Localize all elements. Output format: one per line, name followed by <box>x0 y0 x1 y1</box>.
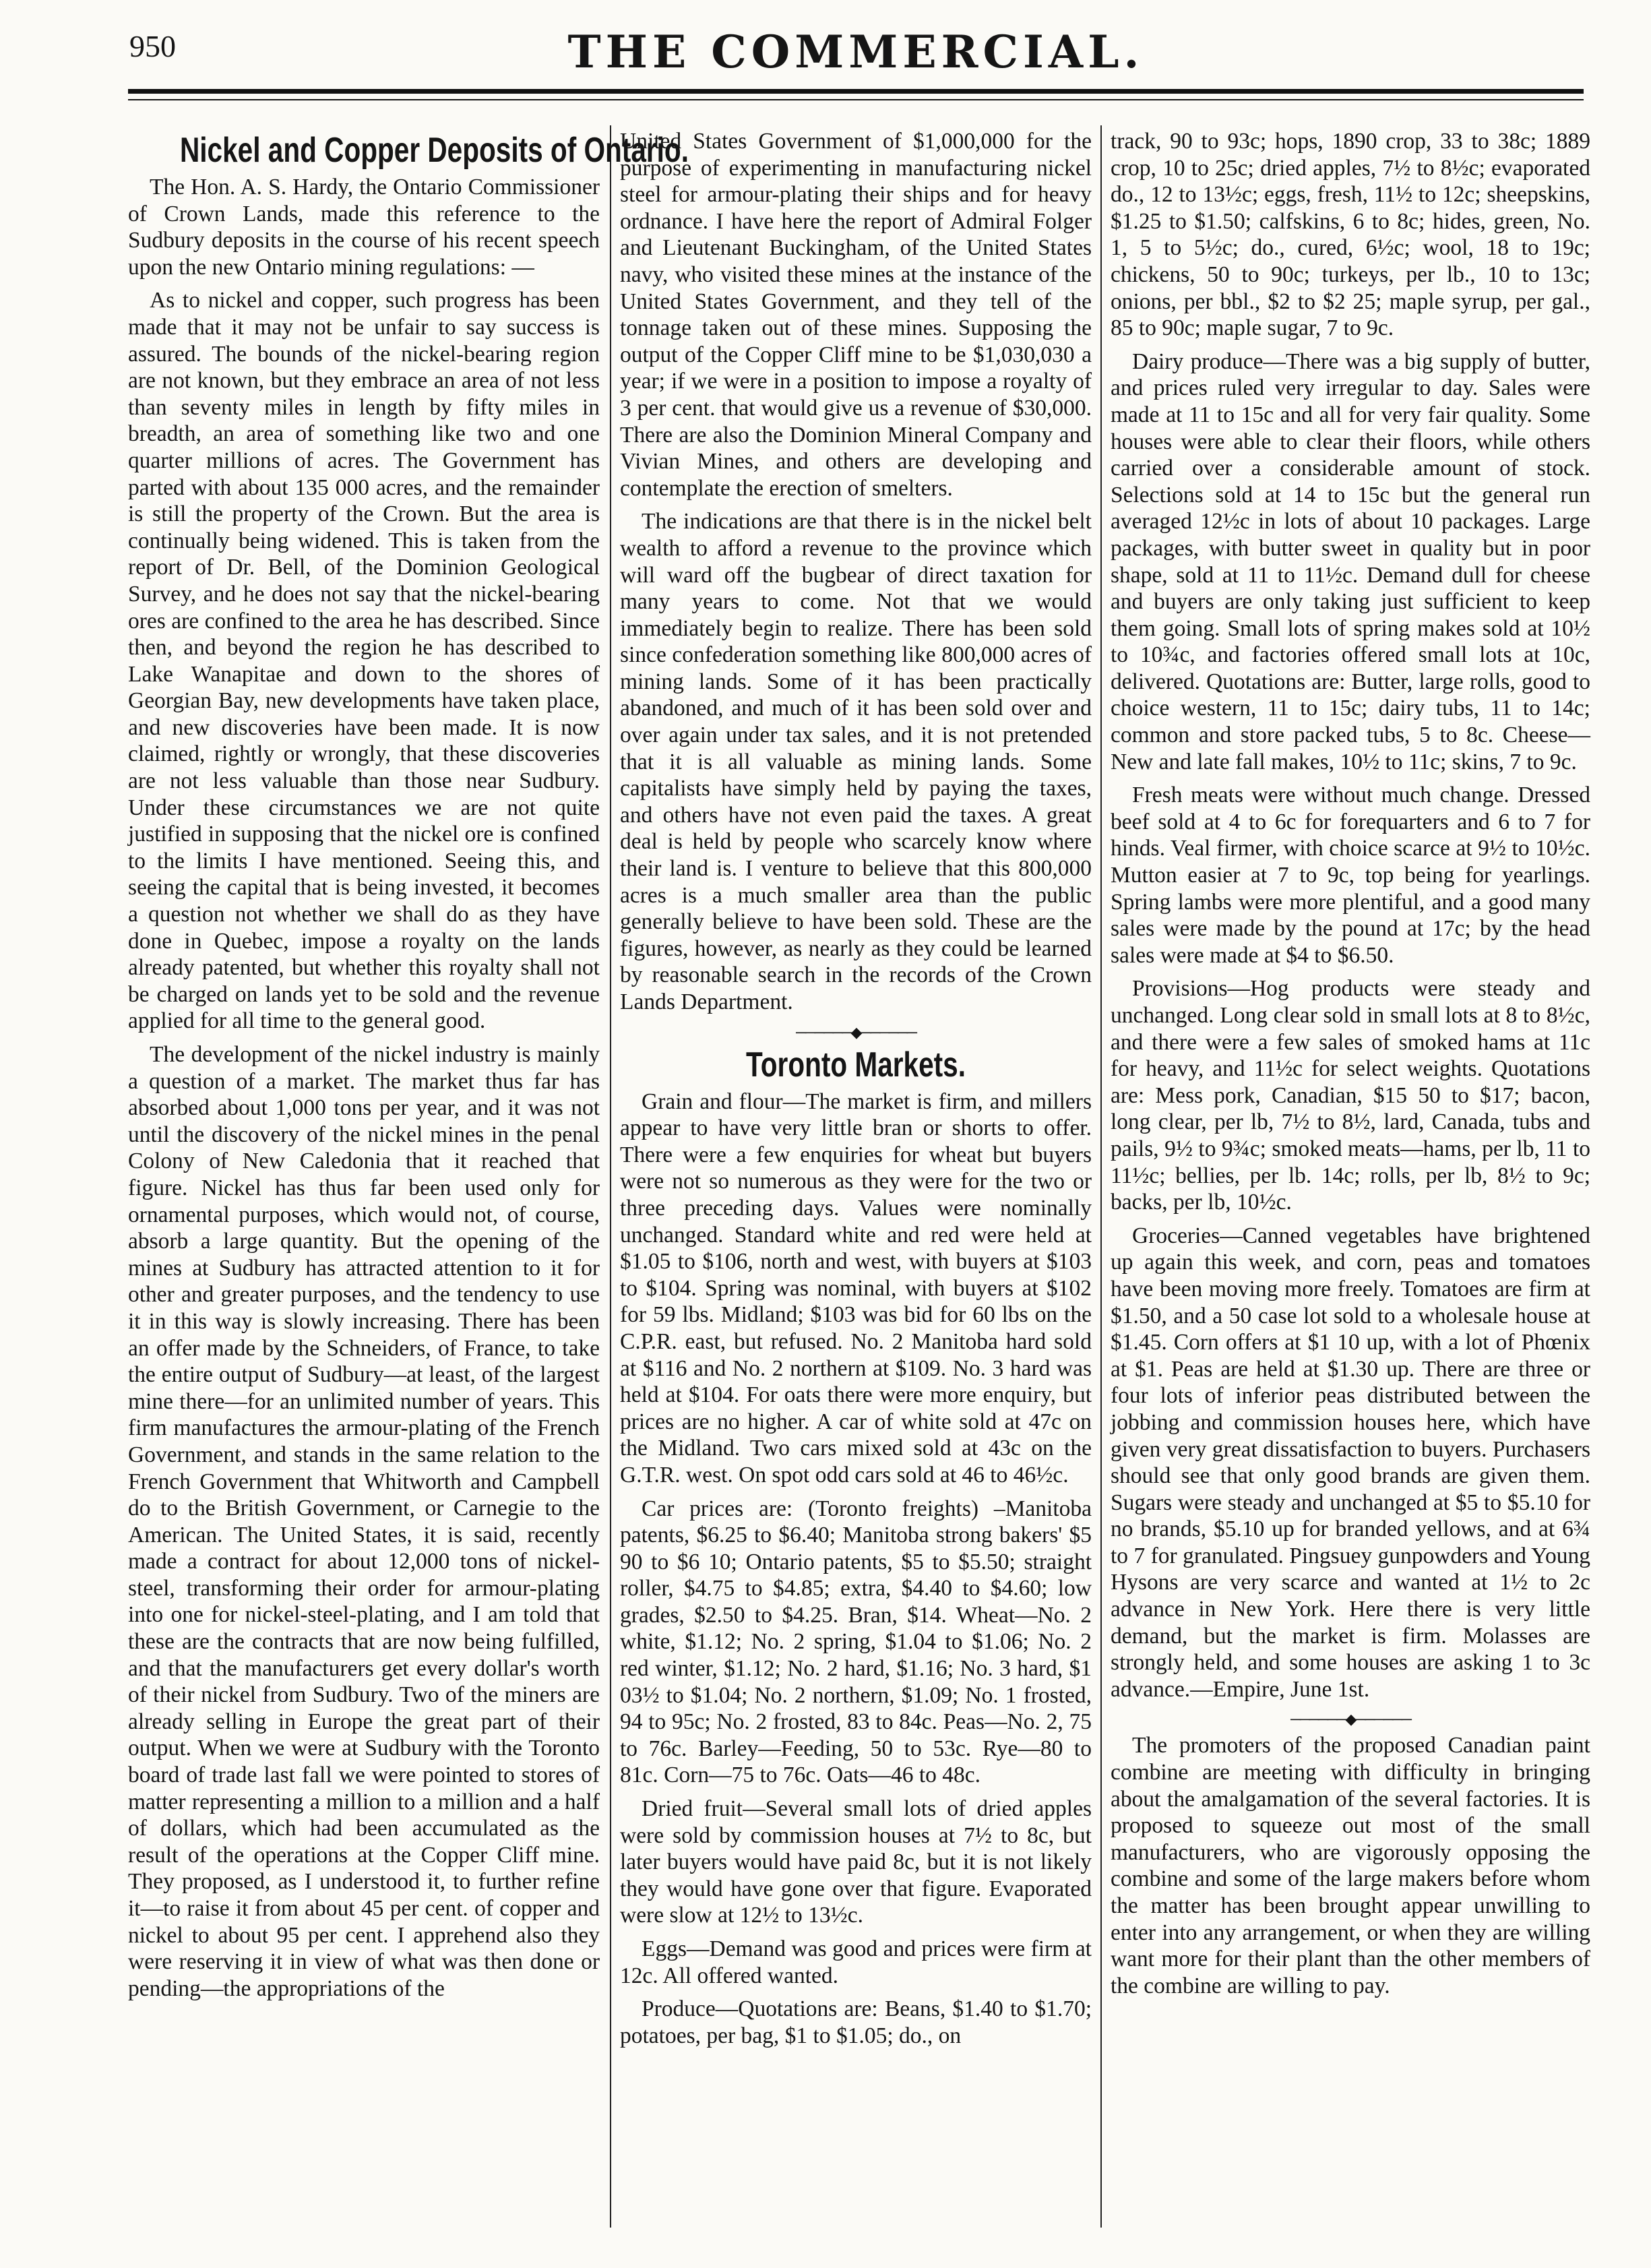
article-paragraph: Eggs—Demand was good and prices were firm at 12c. All offered wanted. <box>620 1936 1092 1988</box>
masthead-title: THE COMMERCIAL. <box>567 26 1144 78</box>
header-rule-thick <box>128 89 1584 94</box>
article-paragraph: The indications are that there is in the nickel belt wealth to afford a revenue to the province which will ward off the bugbear of direct taxation for many years to come. Not that we would immediately begin to realize. There has been sold since confederation something like 800,000 acres of mining lands. Some of it has been practically abandoned, and much of it has been sold over and over again under tax sales, and it is not pretended that it is all valuable as mining lands. Some capitalists have simply held by paying the taxes, and others have not even paid the taxes. A great deal is held by people who scarcely know where their land is. I venture to believe that this 800,000 acres is a much smaller area than the public generally believe to have been sold. These are the figures, however, as nearly as they could be learned by reasonable search in the records of the Crown Lands Department. <box>620 509 1092 1014</box>
article-paragraph: United States Government of $1,000,000 for the purpose of experimenting in manufacturing nickel steel for armour-plating their ships and for heavy ordnance. I have here the report of Admiral Folger and Lieutenant Buckingham, of the United States navy, who visited these mines at the instance of the United States Government, and they tell of the tonnage taken out of these mines. Supposing the output of the Copper Cliff mine to be $1,030,030 a year; if we were in a position to impose a royalty of 3 per cent. that would give us a revenue of $30,000. There are also the Dominion Mineral Company and Vivian Mines, and others are developing and contemplate the erection of smelters. <box>620 129 1092 501</box>
column-rule-2 <box>1100 125 1102 2228</box>
column-2 <box>620 128 1092 2234</box>
page-header <box>128 20 1584 121</box>
article-paragraph: Produce—Quotations are: Beans, $1.40 to $1.70; potatoes, per bag, $1 to $1.05; do., on <box>620 1996 1092 2048</box>
column-rule-1 <box>610 125 611 2228</box>
article-paragraph: As to nickel and copper, such progress has been made that it may not be unfair to say success is assured. The bounds of the nickel-bearing region are not known, but they embrace an area of not less than seventy miles in length by fifty miles in breadth, an area of something like two and one quarter millions of acres. The Government has parted with about 135 000 acres, and the remainder is still the property of the Crown. But the area is continually being widened. This is taken from the report of Dr. Bell, of the Dominion Geological Survey, and he does not say that the nickel-bearing ores are confined to the area he has described. Since then, and beyond the region he has described to Lake Wanapitae and down to the shores of Georgian Bay, new developments have taken place, and new discoveries have been made. It is now claimed, rightly or wrongly, that these discoveries are not less valuable than those near Sudbury. Under these circumstances we are not quite justified in supposing that the nickel ore is confined to the limits I have mentioned. Seeing this, and seeing the capital that is being invested, it becomes a question not whether we shall do as they have done in Quebec, impose a royalty on the lands already patented, but whether this royalty shall not be charged on lands yet to be sold and the revenue applied for all time to the general good. <box>128 288 600 1034</box>
column-3 <box>1111 128 1590 2234</box>
article-paragraph: Car prices are: (Toronto freights) –Manitoba patents, $6.25 to $6.40; Manitoba strong bakers' $5 90 to $6 10; Ontario patents, $5 to $5.50; straight roller, $4.75 to $4.85; extra, $4.40 to $4.60; low grades, $2.50 to $4.25. Bran, $14. Wheat—No. 2 white, $1.12; No. 2 spring, $1.04 to $1.06; No. 2 red winter, $1.12; No. 2 hard, $1.16; No. 3 hard, $1 03½ to $1.04; No. 2 northern, $1.09; No. 1 frosted, 94 to 95c; No. 2 frosted, 83 to 84c. Peas—No. 2, 75 to 76c. Barley—Feeding, 50 to 53c. Rye—80 to 81c. Corn—75 to 76c. Oats—46 to 48c. <box>620 1496 1092 1788</box>
column-1 <box>128 128 689 2234</box>
article-paragraph: track, 90 to 93c; hops, 1890 crop, 33 to 38c; 1889 crop, 10 to 25c; dried apples, 7½ to 8½c; evaporated do., 12 to 13½c; eggs, fresh, 11½ to 12c; sheepskins, $1.25 to $1.50; calfskins, 6 to 8c; hides, green, No. 1, 5 to 5½c; do., cured, 6½c; wool, 18 to 19c; chickens, 50 to 90c; turkeys, per lb., 10 to 13c; onions, per bbl., $2 to $2 25; maple syrup, per gal., 85 to 90c; maple sugar, 7 to 9c. <box>1111 129 1590 341</box>
page-number: 950 <box>129 29 176 63</box>
article-paragraph: Dried fruit—Several small lots of dried apples were sold by commission houses at 7½ to 8c, but later buyers would have paid 8c, but it is not likely they would have gone over that figure. Evaporated were slow at 12½ to 13½c. <box>620 1796 1092 1928</box>
section-divider: ──────◆────── <box>1290 1711 1410 1728</box>
header-rule-thin <box>128 99 1584 100</box>
article-paragraph: Groceries—Canned vegetables have brightened up again this week, and corn, peas and tomatoes have been moving more freely. Tomatoes are firm at $1.50, and a 50 case lot sold to a wholesale house at $1.45. Corn offers at $1 10 up, with a lot of Phœnix at $1. Peas are held at $1.30 up. There are three or four lots of inferior peas distributed between the jobbing and commission houses here, which have given very great dissatisfaction to buyers. Purchasers should see that only good brands are given them. Sugars were steady and unchanged at $5 to $5.10 for no brands, $5.10 up for branded yellows, and at 6¾ to 7 for granulated. Pingsuey gunpowders and Young Hysons are very scarce and wanted at 1½ to 2c advance in New York. Here there is very little demand, but the market is firm. Molasses are strongly held, and some houses are asking 1 to 3c advance.—Empire, June 1st. <box>1111 1223 1590 1702</box>
section-divider: ──────◆────── <box>796 1023 916 1041</box>
article-paragraph: Provisions—Hog products were steady and unchanged. Long clear sold in small lots at 8 to 8½c, and there were a few sales of smoked hams at 11c for heavy, and 11½c for select weights. Quotations are: Mess pork, Canadian, $15 50 to $17; bacon, long clear, per lb, 7½ to 8½, lard, Canada, tubs and pails, 9½ to 9¾c; smoked meats—hams, per lb, 11 to 11½c; bellies, per lb. 14c; rolls, per lb, 8½ to 9c; backs, per lb, 10½c. <box>1111 976 1590 1215</box>
article-headline-markets: Toronto Markets. <box>745 1045 966 1084</box>
article-paragraph: The promoters of the proposed Canadian paint combine are meeting with difficulty in bringing about the amalgamation of the several factories. It is proposed to squeeze out most of the small manufacturers, who are vigorously opposing the combine and some of the large makers before whom the matter has been brought appear unwilling to enter into any arrangement, or when they are willing want more for their plant than the other members of the combine are willing to pay. <box>1111 1733 1590 1998</box>
article-paragraph: Dairy produce—There was a big supply of butter, and prices ruled very irregular to day. Sales were made at 11 to 15c and all for very fair quality. Some houses were able to clear their floors, while others carried over a considerable amount of stock. Selections sold at 14 to 15c but the general run averaged 12½c in lots of about 10 packages. Large packages, with butter sweet in quality but in poor shape, sold at 11 to 11½c. Demand dull for cheese and buyers are only taking just sufficient to keep them going. Small lots of spring makes sold at 10½ to 10¾c, and factories offered small lots at 10c, delivered. Quotations are: Butter, large rolls, good to choice western, 11 to 15c; dairy tubs, 11 to 14c; common and store packed tubs, 5 to 8c. Cheese—New and late fall makes, 10½ to 11c; skins, 7 to 9c. <box>1111 348 1590 774</box>
article-paragraph: Grain and flour—The market is firm, and millers appear to have very little bran or shorts to offer. There were a few enquiries for wheat but buyers were not so numerous as they were for the two or three preceding days. Values were nominally unchanged. Standard white and red were held at $1.05 to $106, north and west, with buyers at $103 to $104. Spring was nominal, with buyers at $102 for 59 lbs. Midland; $103 was bid for 60 lbs on the C.P.R. east, but refused. No. 2 Manitoba hard sold at $116 and No. 2 northern at $109. No. 3 hard was held at $104. For oats there were more enquiry, but prices are no higher. A car of white sold at 47c on the Midland. Two cars mixed sold at 43c on the G.T.R. west. On spot odd cars sold at 46 to 46½c. <box>620 1089 1092 1488</box>
article-headline-nickel: Nickel and Copper Deposits of Ontario. <box>180 131 689 170</box>
article-paragraph: The development of the nickel industry is mainly a question of a market. The market thus far has absorbed about 1,000 tons per year, and it was not until the discovery of the nickel mines in the penal Colony of New Caledonia that it reached that figure. Nickel has thus far been used only for ornamental purposes, which would not, of course, absorb a large quantity. But the opening of the mines at Sudbury has attracted attention to it for other and greater purposes, and the tendency to use it in this way is slowly increasing. There has been an offer made by the Schneiders, of France, to take the entire output of Sudbury—at least, of the largest mine there—for an unlimited number of years. This firm manufactures the armour-plating of the French Government, and stands in the same relation to the French Government that Whitworth and Campbell do to the British Government, or Carnegie to the American. The United States, it is said, recently made a contract for about 12,000 tons of nickel-steel, transforming their order for armour-plating into one for nickel-steel-plating, and I am told that these are the contracts that are now being fulfilled, and that the manufacturers get every dollar's worth of their nickel from Sudbury. Two of the miners are already selling in Europe the great part of their output. When we were at Sudbury with the Toronto board of trade last fall we were pointed to stores of matter representing a million to a million and a half of dollars, which had been accumulated as the result of the operations at the Copper Cliff mine. They proposed, as I understood it, to further refine it—to raise it from about 45 per cent. of copper and nickel to about 95 per cent. I apprehend also they were reserving it in view of what was then done or pending—the appropriations of the <box>128 1042 600 2001</box>
article-paragraph: Fresh meats were without much change. Dressed beef sold at 4 to 6c for forequarters and 6 to 7 for hinds. Veal firmer, with choice scarce at 9½ to 10½c. Mutton easier at 7 to 9c, top being for yearlings. Spring lambs were more plentiful, and a good many sales were made by the pound at 17c; by the head sales were made at $4 to $6.50. <box>1111 783 1590 968</box>
article-paragraph: The Hon. A. S. Hardy, the Ontario Commissioner of Crown Lands, made this reference to the Sudbury deposits in the course of his recent speech upon the new Ontario mining regulations: — <box>128 175 600 280</box>
